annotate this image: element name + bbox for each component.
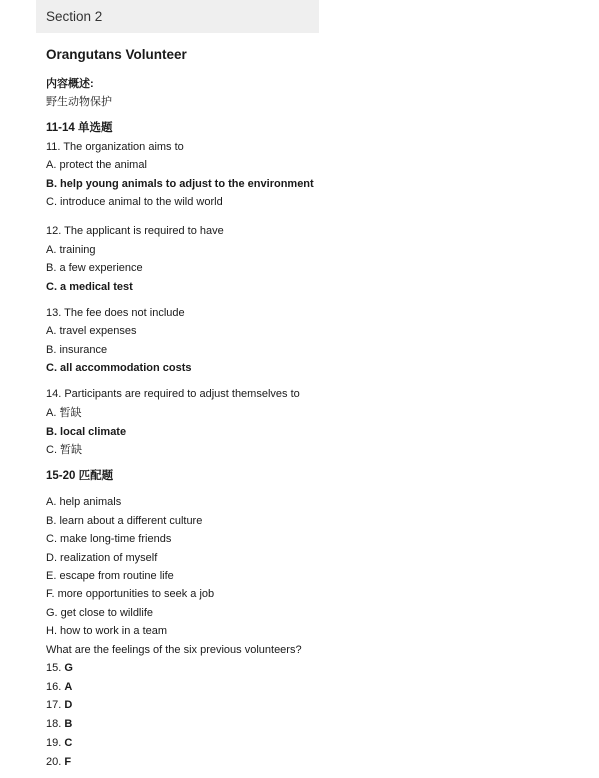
question-option-answer: C. all accommodation costs <box>46 362 192 374</box>
matching-heading: 15-20 匹配题 <box>46 470 114 482</box>
question-option-answer: C. a medical test <box>46 281 133 293</box>
question-stem: 12. The applicant is required to have <box>46 225 224 237</box>
answer-number: 19. <box>46 737 62 749</box>
matching-answer-row <box>46 662 73 675</box>
answer-value: B <box>64 718 73 730</box>
question-option: A. training <box>46 244 96 256</box>
section-header <box>36 0 319 33</box>
matching-answer-row <box>46 699 72 712</box>
matching-option: C. make long-time friends <box>46 533 172 545</box>
answer-number: 18. <box>46 718 62 730</box>
question-option: B. insurance <box>46 344 108 356</box>
matching-option: F. more opportunities to seek a job <box>46 588 215 600</box>
matching-option: E. escape from routine life <box>46 570 174 582</box>
question-stem: 14. Participants are required to adjust themselves to <box>46 388 300 400</box>
answer-value: D <box>64 699 73 711</box>
matching-question: What are the feelings of the six previous volunteers? <box>46 644 302 656</box>
question-option: C. 暂缺 <box>46 444 83 456</box>
question-option: B. a few experience <box>46 262 143 274</box>
matching-option: G. get close to wildlife <box>46 607 153 619</box>
summary-heading: 内容概述: <box>46 78 94 90</box>
question-stem: 11. The organization aims to <box>46 141 184 153</box>
matching-option: D. realization of myself <box>46 552 158 564</box>
answer-number: 17. <box>46 699 62 711</box>
question-option: A. travel expenses <box>46 325 137 337</box>
matching-option: A. help animals <box>46 496 122 508</box>
matching-answer-row <box>46 756 71 769</box>
answer-value: G <box>64 662 73 674</box>
summary-text: 野生动物保护 <box>46 96 112 108</box>
question-option: C. introduce animal to the wild world <box>46 196 223 208</box>
question-option: A. 暂缺 <box>46 407 82 419</box>
question-option-answer: B. help young animals to adjust to the environment <box>46 178 314 190</box>
answer-value: C <box>64 737 73 749</box>
answer-number: 16. <box>46 681 62 693</box>
matching-answer-row <box>46 681 72 694</box>
matching-option: B. learn about a different culture <box>46 515 203 527</box>
section-label: Section 2 <box>46 9 103 24</box>
page-title: Orangutans Volunteer <box>46 47 187 62</box>
matching-option: H. how to work in a team <box>46 625 168 637</box>
question-option-answer: B. local climate <box>46 426 127 438</box>
answer-value: A <box>64 681 73 693</box>
question-option: A. protect the animal <box>46 159 147 171</box>
mc-heading: 11-14 单选题 <box>46 122 113 134</box>
answer-value: F <box>64 756 72 768</box>
question-stem: 13. The fee does not include <box>46 307 185 319</box>
matching-answer-row <box>46 737 72 750</box>
answer-number: 20. <box>46 756 62 768</box>
matching-answer-row <box>46 718 72 731</box>
answer-number: 15. <box>46 662 62 674</box>
